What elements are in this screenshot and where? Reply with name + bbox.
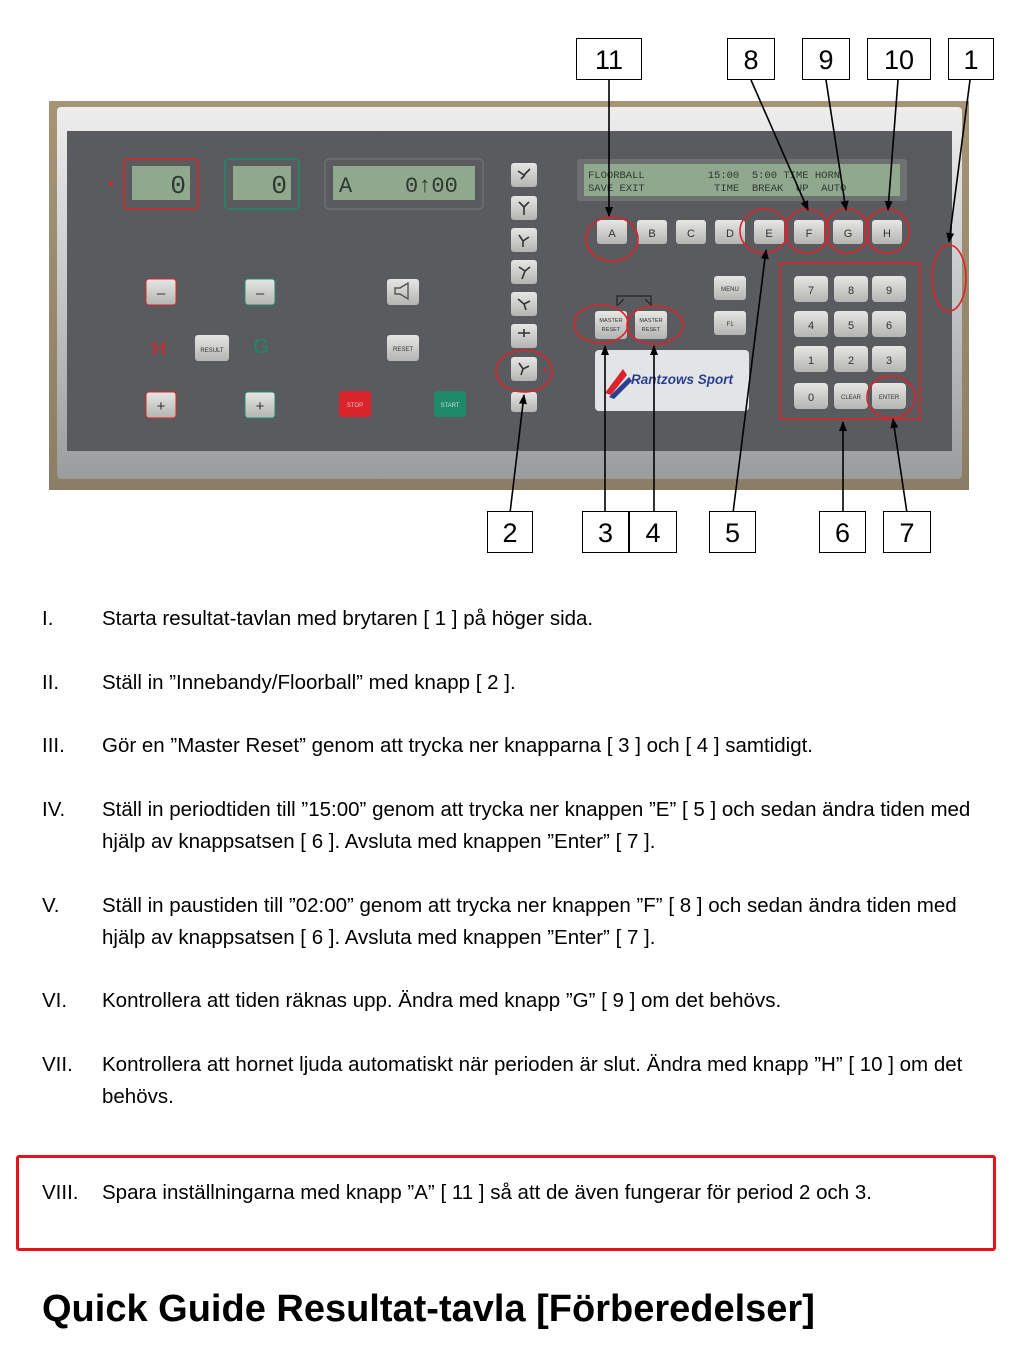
callout-8: 8	[727, 38, 775, 80]
step-number: I.	[42, 607, 54, 630]
lcd-menu-line1: FLOORBALL 15:00 5:00 TIME HORN	[588, 170, 841, 182]
stop-label: STOP	[346, 403, 364, 409]
logo-text: Rantzows Sport	[631, 372, 734, 387]
step-text: Ställ in ”Innebandy/Floorball” med knapp [ 2 ].	[102, 671, 516, 694]
step-text: Ställ in paustiden till ”02:00” genom att trycka ner knappen ”F” [ 8 ] och sedan ändra tiden med hjälp av knappsatsen [ 6 ]. Avsluta med knappen ”Enter” [ 7 ].	[102, 894, 957, 949]
step-number: VI.	[42, 989, 68, 1012]
soft-key-label: H	[883, 228, 891, 240]
master-reset-2-line1: MASTER	[639, 318, 663, 324]
step-number: VIII.	[42, 1181, 79, 1204]
soft-key-label: G	[843, 228, 853, 240]
step-number: IV.	[42, 798, 66, 821]
soft-key-label: B	[648, 228, 656, 240]
master-reset-2-line2: RESET	[641, 327, 661, 333]
keypad-key-label: 7	[807, 285, 815, 297]
keypad-key-label: 3	[885, 355, 893, 367]
reset-label: RESET	[392, 347, 414, 353]
callout-3: 3	[582, 511, 629, 553]
soft-key-label: C	[687, 228, 695, 240]
lcd-menu	[577, 159, 907, 201]
f1-label: F1	[726, 322, 734, 328]
step-text: Spara inställningarna med knapp ”A” [ 11 ] så att de även fungerar för period 2 och 3.	[102, 1181, 872, 1204]
step-text: Kontrollera att tiden räknas upp. Ändra med knapp ”G” [ 9 ] om det behövs.	[102, 989, 782, 1012]
master-reset-button-2[interactable]	[635, 311, 667, 339]
step-text: Starta resultat-tavlan med brytaren [ 1 ] på höger sida.	[102, 607, 594, 630]
home-label: H	[151, 338, 167, 360]
keypad-key-label: 6	[885, 320, 893, 332]
callout-9: 9	[802, 38, 850, 80]
lcd-guest-value: 0	[271, 171, 287, 201]
callout-11: 11	[576, 38, 642, 80]
keypad-key-label: 9	[885, 285, 893, 297]
callout-5: 5	[709, 511, 756, 553]
horn-button[interactable]	[387, 279, 419, 305]
step-number: V.	[42, 894, 60, 917]
guest-minus-label: –	[255, 285, 265, 302]
callout-4: 4	[629, 511, 677, 553]
lcd-home-value: 0	[170, 171, 186, 201]
keypad-key-label: 2	[847, 355, 855, 367]
keypad-key-label: 1	[807, 355, 815, 367]
keypad-key-label: 5	[847, 320, 855, 332]
master-reset-1-line1: MASTER	[599, 318, 623, 324]
start-label: START	[440, 403, 460, 409]
led-sport	[543, 368, 546, 371]
home-minus-label: –	[156, 285, 166, 302]
callout-10: 10	[867, 38, 931, 80]
callout-6: 6	[819, 511, 866, 553]
home-plus-label: +	[156, 398, 166, 415]
step-text: Gör en ”Master Reset” genom att trycka ner knapparna [ 3 ] och [ 4 ] samtidigt.	[102, 734, 813, 757]
keypad-key-label: 8	[847, 285, 855, 297]
soft-key-label: A	[608, 228, 616, 240]
step-number: VII.	[42, 1053, 73, 1076]
guest-plus-label: +	[255, 398, 265, 415]
step-text: Ställ in periodtiden till ”15:00” genom att trycka ner knappen ”E” [ 5 ] och sedan ändra tiden med hjälp av knappsatsen [ 6 ]. Avsluta med knappen ”Enter” [ 7 ].	[102, 798, 971, 853]
guest-label: G	[253, 336, 269, 358]
soft-key-label: D	[726, 228, 734, 240]
step-text: Kontrollera att hornet ljuda automatiskt när perioden är slut. Ändra med knapp ”H” [ 10 ] om det behövs.	[102, 1053, 963, 1108]
keypad-key-label: 4	[807, 320, 815, 332]
rantzows-sport-logo	[595, 350, 749, 411]
lcd-menu-line2: SAVE EXIT TIME BREAK UP AUTO	[588, 183, 847, 195]
led-home	[109, 181, 113, 185]
callout-7: 7	[883, 511, 931, 553]
sport-icon-8[interactable]	[511, 392, 537, 412]
keypad-key-label: ENTER	[878, 395, 900, 401]
result-label: RESULT	[200, 348, 224, 354]
step-number: III.	[42, 734, 65, 757]
step-number: II.	[42, 671, 60, 694]
callout-1: 1	[948, 38, 994, 80]
scoreboard-panel	[49, 101, 969, 490]
keypad-key-label: CLEAR	[840, 395, 862, 401]
lcd-time-value: A 0↑00	[339, 174, 458, 199]
callout-2: 2	[487, 511, 533, 553]
soft-key-label: E	[765, 228, 773, 240]
page-title: Quick Guide Resultat-tavla [Förberedelser]	[42, 1288, 815, 1330]
soft-key-label: F	[805, 228, 813, 240]
master-reset-1-line2: RESET	[601, 327, 621, 333]
keypad-key-label: 0	[807, 392, 815, 404]
menu-label: MENU	[721, 287, 739, 293]
